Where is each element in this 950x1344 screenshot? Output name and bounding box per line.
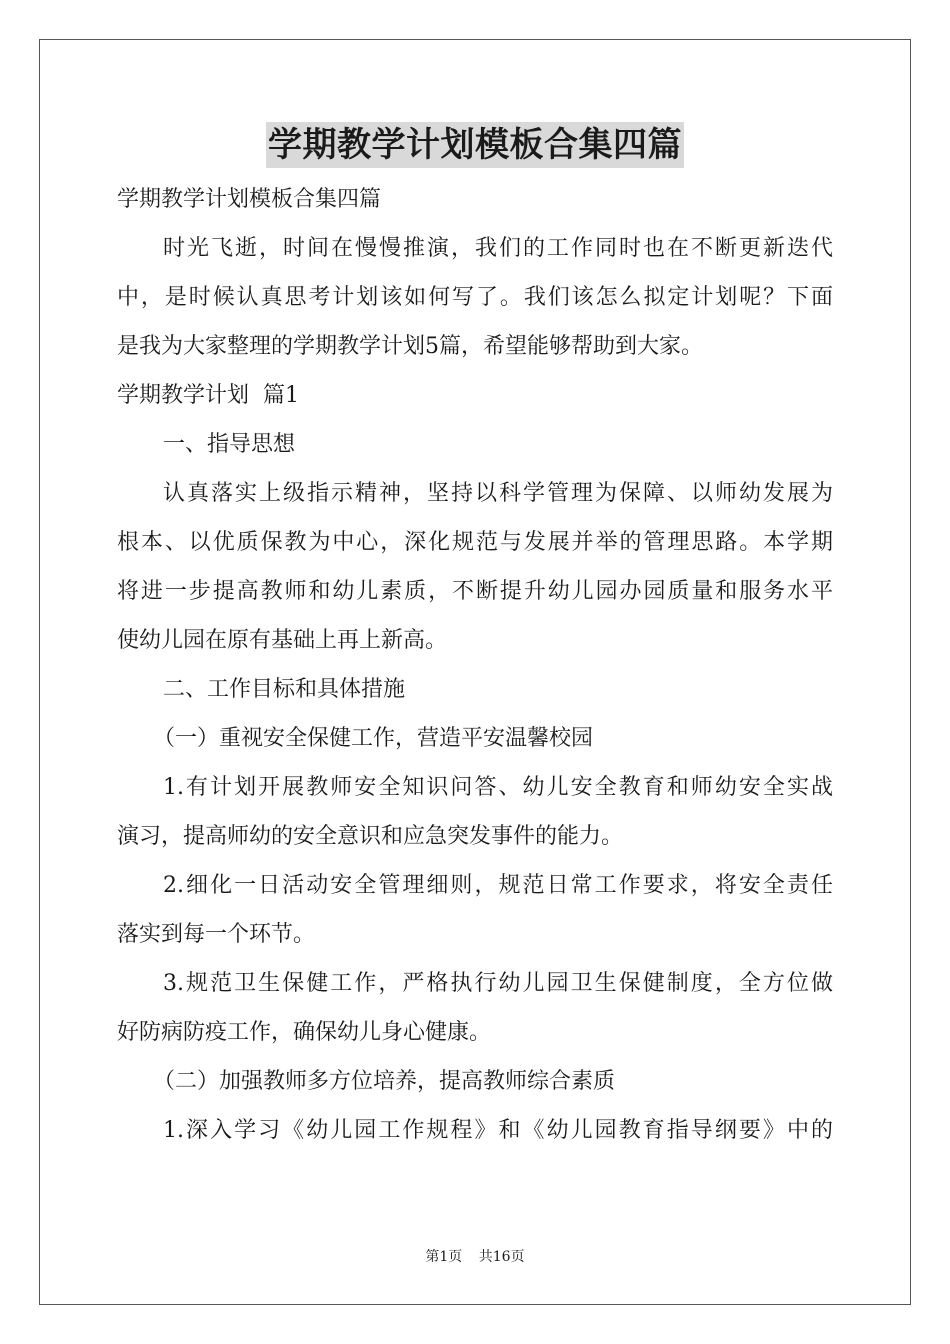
paragraph-line: 将进一步提高教师和幼儿素质，不断提升幼儿园办园质量和服务水平 [117, 579, 833, 604]
list-item-line: 1.深入学习《幼儿园工作规程》和《幼儿园教育指导纲要》中的 [163, 1118, 833, 1143]
section-heading: 学期教学计划 篇1 [117, 383, 299, 408]
list-item-line: 3.规范卫生保健工作，严格执行幼儿园卫生保健制度，全方位做 [163, 971, 833, 996]
intro-line: 中，是时候认真思考计划该如何写了。我们该怎么拟定计划呢？下面 [117, 285, 833, 310]
page-number: 第1页 [425, 1249, 463, 1265]
list-item-line: 落实到每一个环节。 [117, 922, 316, 947]
document-subtitle: 学期教学计划模板合集四篇 [117, 187, 382, 212]
paragraph-line: 使幼儿园在原有基础上再上新高。 [117, 628, 448, 653]
document-body [117, 180, 833, 1155]
list-item-line: 好防病防疫工作，确保幼儿身心健康。 [117, 1020, 492, 1045]
paragraph-line: 认真落实上级指示精神，坚持以科学管理为保障、以师幼发展为 [163, 481, 833, 506]
page-total: 共16页 [478, 1249, 525, 1265]
list-item-line: 2.细化一日活动安全管理细则，规范日常工作要求，将安全责任 [163, 873, 833, 898]
intro-line: 是我为大家整理的学期教学计划5篇，希望能够帮助到大家。 [117, 334, 703, 359]
list-item-line: 1.有计划开展教师安全知识问答、幼儿安全教育和师幼安全实战 [163, 775, 833, 800]
title-wrap [0, 122, 950, 168]
subheading-safety: （一）重视安全保健工作，营造平安温馨校园 [153, 726, 594, 751]
document-title: 学期教学计划模板合集四篇 [266, 122, 684, 168]
paragraph-line: 根本、以优质保教为中心，深化规范与发展并举的管理思路。本学期 [117, 530, 833, 555]
heading-goals-measures: 二、工作目标和具体措施 [163, 677, 406, 702]
heading-guiding-ideology: 一、指导思想 [163, 432, 296, 457]
intro-line: 时光飞逝，时间在慢慢推演，我们的工作同时也在不断更新迭代 [163, 236, 833, 261]
list-item-line: 演习，提高师幼的安全意识和应急突发事件的能力。 [117, 824, 624, 849]
subheading-teacher-training: （二）加强教师多方位培养，提高教师综合素质 [153, 1069, 616, 1094]
page-footer [0, 1247, 950, 1267]
